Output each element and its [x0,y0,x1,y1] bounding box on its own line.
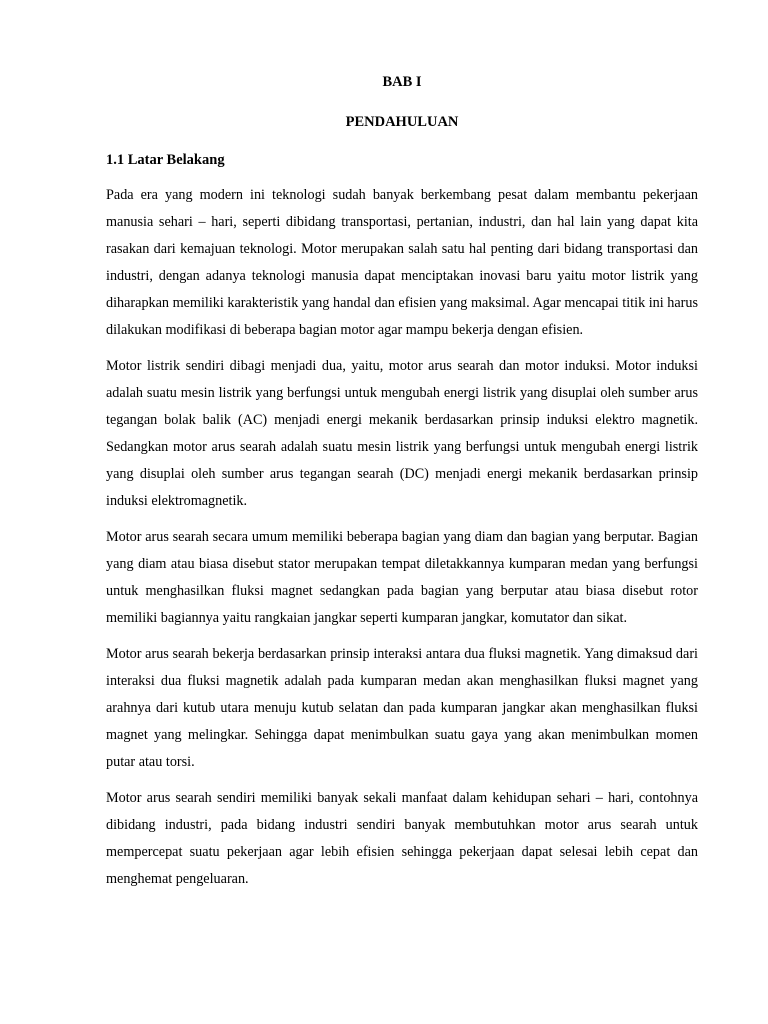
paragraph: Motor listrik sendiri dibagi menjadi dua, yaitu, motor arus searah dan motor induksi. Motor induksi adalah suatu mesin listrik yang berfungsi untuk mengubah energi listrik yang disuplai oleh sumber arus tegangan bolak balik (AC) menjadi energi mekanik berdasarkan prinsip induksi elektro magnetik. Sedangkan motor arus searah adalah suatu mesin listrik yang berfungsi untuk mengubah energi listrik yang disuplai oleh sumber arus tegangan searah (DC) menjadi energi mekanik berdasarkan prinsip induksi elektromagnetik. [106,358,698,509]
paragraph: Motor arus searah bekerja berdasarkan prinsip interaksi antara dua fluksi magnetik. Yang dimaksud dari interaksi dua fluksi magnetik adalah pada kumparan medan akan menghasilkan fluksi magnet yang arahnya dari kutub utara menuju kutub selatan dan pada kumparan jangkar akan menghasilkan fluksi magnet yang melingkar. Sehingga dapat menimbulkan suatu gaya yang akan menimbulkan momen putar atau torsi. [106,646,698,770]
chapter-heading: BAB I [382,74,422,90]
chapter-title: PENDAHULUAN [345,114,459,130]
paragraph: Motor arus searah secara umum memiliki beberapa bagian yang diam dan bagian yang berputar. Bagian yang diam atau biasa disebut stator merupakan tempat diletakkannya kumparan medan yang berfungsi untuk menghasilkan fluksi magnet sedangkan pada bagian yang berputar atau biasa disebut rotor memiliki bagiannya yaitu rangkaian jangkar seperti kumparan jangkar, komutator dan sikat. [106,529,698,626]
paragraph: Motor arus searah sendiri memiliki banyak sekali manfaat dalam kehidupan sehari – hari, contohnya dibidang industri, pada bidang industri sendiri banyak membutuhkan motor arus searah untuk mempercepat suatu pekerjaan agar lebih efisien sehingga pekerjaan dapat selesai lebih cepat dan menghemat pengeluaran. [106,790,698,887]
paragraph: Pada era yang modern ini teknologi sudah banyak berkembang pesat dalam membantu pekerjaan manusia sehari – hari, seperti dibidang transportasi, pertanian, industri, dan hal lain yang dapat kita rasakan dari kemajuan teknologi. Motor merupakan salah satu hal penting dari bidang transportasi dan industri, dengan adanya teknologi manusia dapat menciptakan inovasi baru yaitu motor listrik yang diharapkan memiliki karakteristik yang handal dan efisien yang maksimal. Agar mencapai titik ini harus dilakukan modifikasi di beberapa bagian motor agar mampu bekerja dengan efisien. [106,187,698,338]
section-title: 1.1 Latar Belakang [106,152,225,168]
